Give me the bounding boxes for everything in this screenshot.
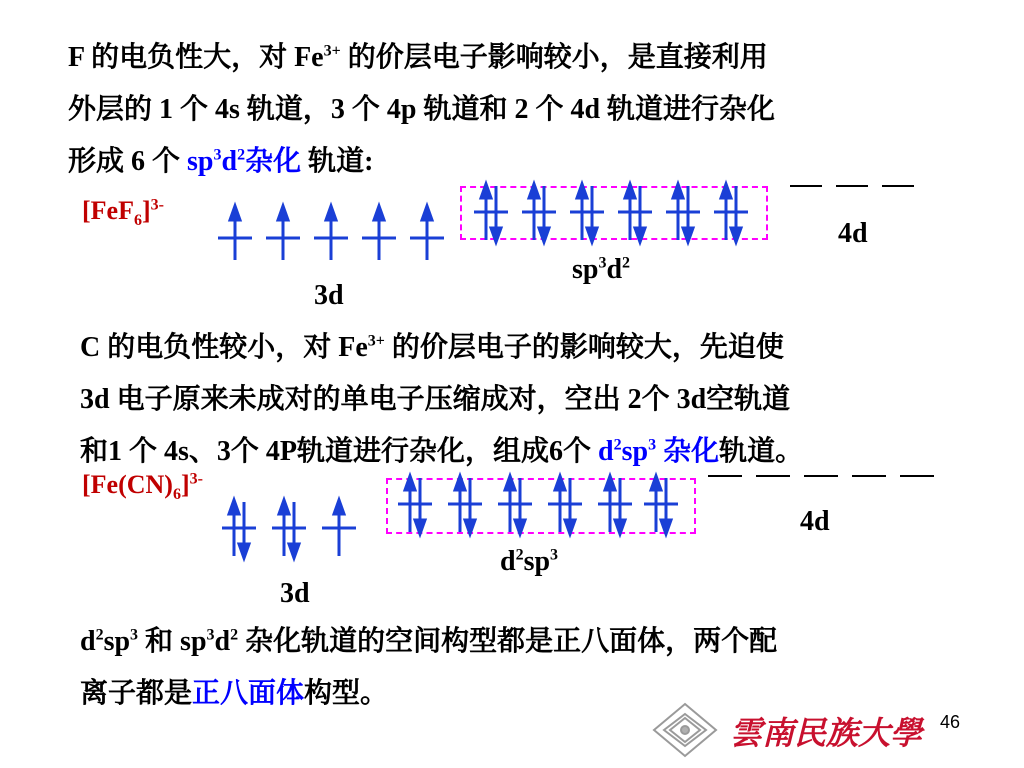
para2-line2: 3d 电子原来未成对的单电子压缩成对，空出 2个 3d空轨道 <box>80 384 791 415</box>
fef6-hybrid-orbitals <box>474 182 754 242</box>
superscript: 3+ <box>323 42 341 60</box>
para2-line3: 和1 个 4s、3个 4P轨道进行杂化，组成6个 $d^2sp^3$ 杂化轨道。 <box>80 436 804 467</box>
fef6-4d-label: 4d <box>838 218 868 249</box>
paragraph-fluoride <box>68 32 775 188</box>
complex-fef6-label: $[FeF_6]^{3-}$ <box>82 196 164 230</box>
fef6-4d-orbitals <box>790 184 920 190</box>
university-logo <box>726 706 926 756</box>
fecn6-hybrid-label: $d^2sp^3$ <box>500 546 559 577</box>
text: F 的电负性大，对 Fe <box>68 42 324 73</box>
para1-line2 <box>68 84 775 136</box>
fecn6-4d-orbitals <box>708 474 938 480</box>
octahedron-highlight: 正八面体 <box>192 678 305 709</box>
d2sp3-highlight: $d^2sp^3$ 杂化 <box>598 436 720 467</box>
paragraph-cyanide <box>80 322 803 478</box>
para1-line3 <box>68 136 775 188</box>
fef6-hybrid-label: $sp^3d^2$ <box>572 254 631 285</box>
sp3d2-highlight: $sp^3d^2$杂化 <box>187 146 302 177</box>
fecn6-hybrid-orbitals <box>398 474 678 534</box>
page-number: 46 <box>940 712 961 732</box>
fecn6-3d-orbitals <box>222 498 362 564</box>
fef6-3d-label: 3d <box>314 280 344 311</box>
fecn6-3d-label: 3d <box>280 578 310 609</box>
para1-line1 <box>68 32 775 84</box>
para2-line1: C 的电负性较小，对 $Fe^{3+}$ 的价层电子的影响较大，先迫使 <box>80 332 784 363</box>
text: 形成 6 个 <box>68 146 188 177</box>
text: 外层的 1 个 4s 轨道，3 个 4p 轨道和 2 个 4d 轨道进行杂化 <box>68 94 776 125</box>
text: 轨道: <box>301 146 374 177</box>
para3-line2: 离子都是正八面体构型。 <box>80 678 389 709</box>
knot-emblem-icon <box>650 700 720 760</box>
complex-fecn6-label: $[Fe(CN)_6]^{3-}$ <box>82 470 203 504</box>
fecn6-4d-label: 4d <box>800 506 830 537</box>
text: 的价层电子影响较小，是直接利用 <box>340 42 768 73</box>
university-logo-text: 雲南民族大學 <box>730 714 923 752</box>
fef6-3d-orbitals <box>218 200 448 270</box>
para3-line1: $d^2sp^3$ 和 $sp^3d^2$ 杂化轨道的空间构型都是正八面体，两个配 <box>80 626 778 657</box>
